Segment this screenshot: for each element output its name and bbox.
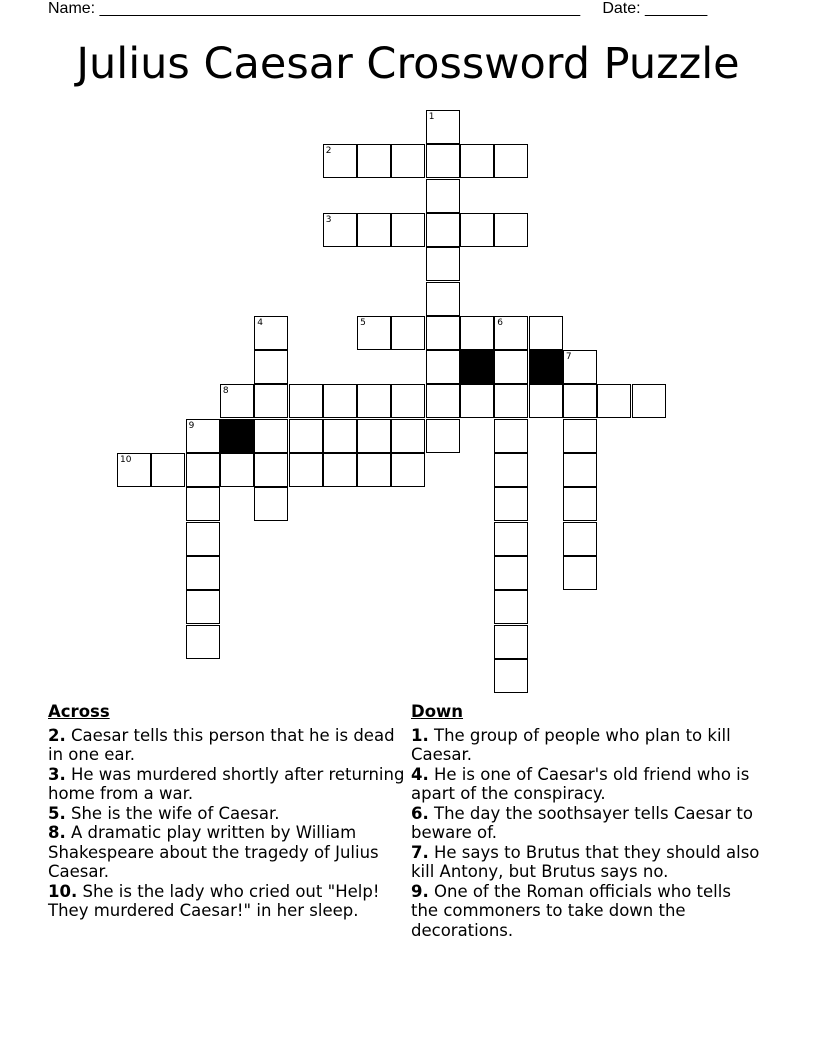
grid-cell[interactable] bbox=[151, 453, 185, 487]
grid-cell[interactable] bbox=[357, 453, 391, 487]
grid-cell[interactable] bbox=[597, 384, 631, 418]
clue-number-label: 4 bbox=[257, 317, 263, 328]
grid-cell[interactable] bbox=[289, 453, 323, 487]
grid-cell[interactable] bbox=[323, 453, 357, 487]
grid-cell[interactable] bbox=[494, 384, 528, 418]
grid-cell[interactable] bbox=[391, 384, 425, 418]
grid-cell[interactable] bbox=[254, 384, 288, 418]
grid-cell[interactable] bbox=[186, 419, 220, 453]
grid-cell[interactable] bbox=[494, 556, 528, 590]
grid-cell[interactable] bbox=[357, 316, 391, 350]
down-heading: Down bbox=[411, 702, 464, 721]
across-clues bbox=[48, 702, 408, 921]
grid-cell[interactable] bbox=[186, 625, 220, 659]
clue-down-1: 1. The group of people who plan to kill Caesar. bbox=[411, 725, 731, 764]
page-title: Julius Caesar Crossword Puzzle bbox=[76, 39, 740, 89]
clue-number-label: 6 bbox=[497, 317, 504, 328]
grid-cell[interactable] bbox=[563, 522, 597, 556]
grid-cell[interactable] bbox=[426, 247, 460, 281]
grid-cell[interactable] bbox=[494, 659, 528, 693]
grid-cell[interactable] bbox=[117, 453, 151, 487]
grid-cell[interactable] bbox=[494, 213, 528, 247]
grid-cell[interactable] bbox=[391, 453, 425, 487]
grid-cell[interactable] bbox=[186, 556, 220, 590]
down-clue-list bbox=[411, 726, 761, 941]
grid-cell[interactable] bbox=[460, 384, 494, 418]
grid-cell[interactable] bbox=[357, 144, 391, 178]
grid-cell[interactable] bbox=[460, 316, 494, 350]
clue-number-label: 3 bbox=[325, 214, 332, 225]
clue-number-label: 7 bbox=[565, 352, 572, 363]
grid-cell[interactable] bbox=[357, 384, 391, 418]
clue-number-label: 1 bbox=[428, 112, 435, 122]
grid-cell[interactable] bbox=[391, 316, 425, 350]
grid-cell[interactable] bbox=[494, 487, 528, 521]
grid-cell[interactable] bbox=[494, 625, 528, 659]
black-square bbox=[529, 350, 563, 384]
grid-cell[interactable] bbox=[186, 453, 220, 487]
grid-cell[interactable] bbox=[220, 384, 254, 418]
clue-down-9: 9. One of the Roman officials who tells the commoners to take down the decorations. bbox=[411, 881, 731, 940]
clue-number-label: 5 bbox=[360, 317, 366, 328]
black-square bbox=[220, 419, 254, 453]
grid-cell[interactable] bbox=[426, 110, 460, 144]
grid-cell[interactable] bbox=[426, 350, 460, 384]
grid-cell[interactable] bbox=[494, 350, 528, 384]
clue-number-label: 9 bbox=[188, 420, 195, 431]
clue-across-10: 10. She is the lady who cried out "Help! They murdered Caesar!" in her sleep. bbox=[48, 881, 380, 920]
grid-cell[interactable] bbox=[426, 282, 460, 316]
grid-cell[interactable] bbox=[254, 316, 288, 350]
grid-cell[interactable] bbox=[323, 419, 357, 453]
clue-number-label: 10 bbox=[120, 455, 132, 465]
grid-cell[interactable] bbox=[494, 522, 528, 556]
grid-cell[interactable] bbox=[391, 144, 425, 178]
grid-cell[interactable] bbox=[494, 419, 528, 453]
clue-across-2: 2. Caesar tells this person that he is dead in one ear. bbox=[48, 725, 395, 764]
grid-cell[interactable] bbox=[563, 419, 597, 453]
clue-number-label: 2 bbox=[325, 146, 332, 157]
name-date-line: Name: ______________________________________________________ Date: _______ bbox=[48, 0, 708, 17]
grid-cell[interactable] bbox=[494, 316, 528, 350]
across-heading: Across bbox=[48, 702, 110, 721]
black-square bbox=[460, 350, 494, 384]
grid-cell[interactable] bbox=[254, 453, 288, 487]
grid-cell[interactable] bbox=[357, 213, 391, 247]
grid-cell[interactable] bbox=[186, 522, 220, 556]
clue-number-label: 8 bbox=[222, 386, 229, 397]
grid-cell[interactable] bbox=[494, 453, 528, 487]
grid-cell[interactable] bbox=[426, 144, 460, 178]
grid-cell[interactable] bbox=[426, 316, 460, 350]
grid-cell[interactable] bbox=[563, 453, 597, 487]
grid-cell[interactable] bbox=[220, 453, 254, 487]
grid-cell[interactable] bbox=[254, 419, 288, 453]
grid-cell[interactable] bbox=[357, 419, 391, 453]
clue-across-8: 8. A dramatic play written by William Shakespeare about the tragedy of Julius Caesar. bbox=[48, 823, 379, 881]
grid-cell[interactable] bbox=[426, 213, 460, 247]
grid-cell[interactable] bbox=[563, 487, 597, 521]
grid-cell[interactable] bbox=[289, 384, 323, 418]
grid-cell[interactable] bbox=[563, 350, 597, 384]
grid-cell[interactable] bbox=[323, 144, 357, 178]
down-clues bbox=[411, 702, 761, 940]
grid-cell[interactable] bbox=[529, 384, 563, 418]
grid-cell[interactable] bbox=[494, 144, 528, 178]
grid-cell[interactable] bbox=[460, 213, 494, 247]
grid-cell[interactable] bbox=[426, 384, 460, 418]
grid-cell[interactable] bbox=[186, 590, 220, 624]
grid-cell[interactable] bbox=[254, 350, 288, 384]
grid-cell[interactable] bbox=[563, 384, 597, 418]
across-clue-list bbox=[48, 726, 408, 921]
clue-across-5: 5. She is the wife of Caesar. bbox=[48, 803, 280, 823]
grid-cell[interactable] bbox=[426, 179, 460, 213]
grid-cell[interactable] bbox=[254, 487, 288, 521]
grid-cell[interactable] bbox=[529, 316, 563, 350]
grid-cell[interactable] bbox=[426, 419, 460, 453]
grid-cell[interactable] bbox=[391, 419, 425, 453]
clue-down-6: 6. The day the soothsayer tells Caesar to beware of. bbox=[411, 803, 753, 842]
clue-across-3: 3. He was murdered shortly after returning home from a war. bbox=[48, 764, 405, 803]
grid-cell[interactable] bbox=[289, 419, 323, 453]
grid-cell[interactable] bbox=[391, 213, 425, 247]
grid-cell[interactable] bbox=[563, 556, 597, 590]
clue-down-7: 7. He says to Brutus that they should also kill Antony, but Brutus says no. bbox=[411, 842, 760, 881]
grid-cell[interactable] bbox=[323, 213, 357, 247]
grid-cell[interactable] bbox=[632, 384, 666, 418]
clue-down-4: 4. He is one of Caesar's old friend who is apart of the conspiracy. bbox=[411, 764, 750, 803]
grid-cell[interactable] bbox=[186, 487, 220, 521]
grid-cell[interactable] bbox=[323, 384, 357, 418]
grid-cell[interactable] bbox=[460, 144, 494, 178]
grid-cell[interactable] bbox=[494, 590, 528, 624]
